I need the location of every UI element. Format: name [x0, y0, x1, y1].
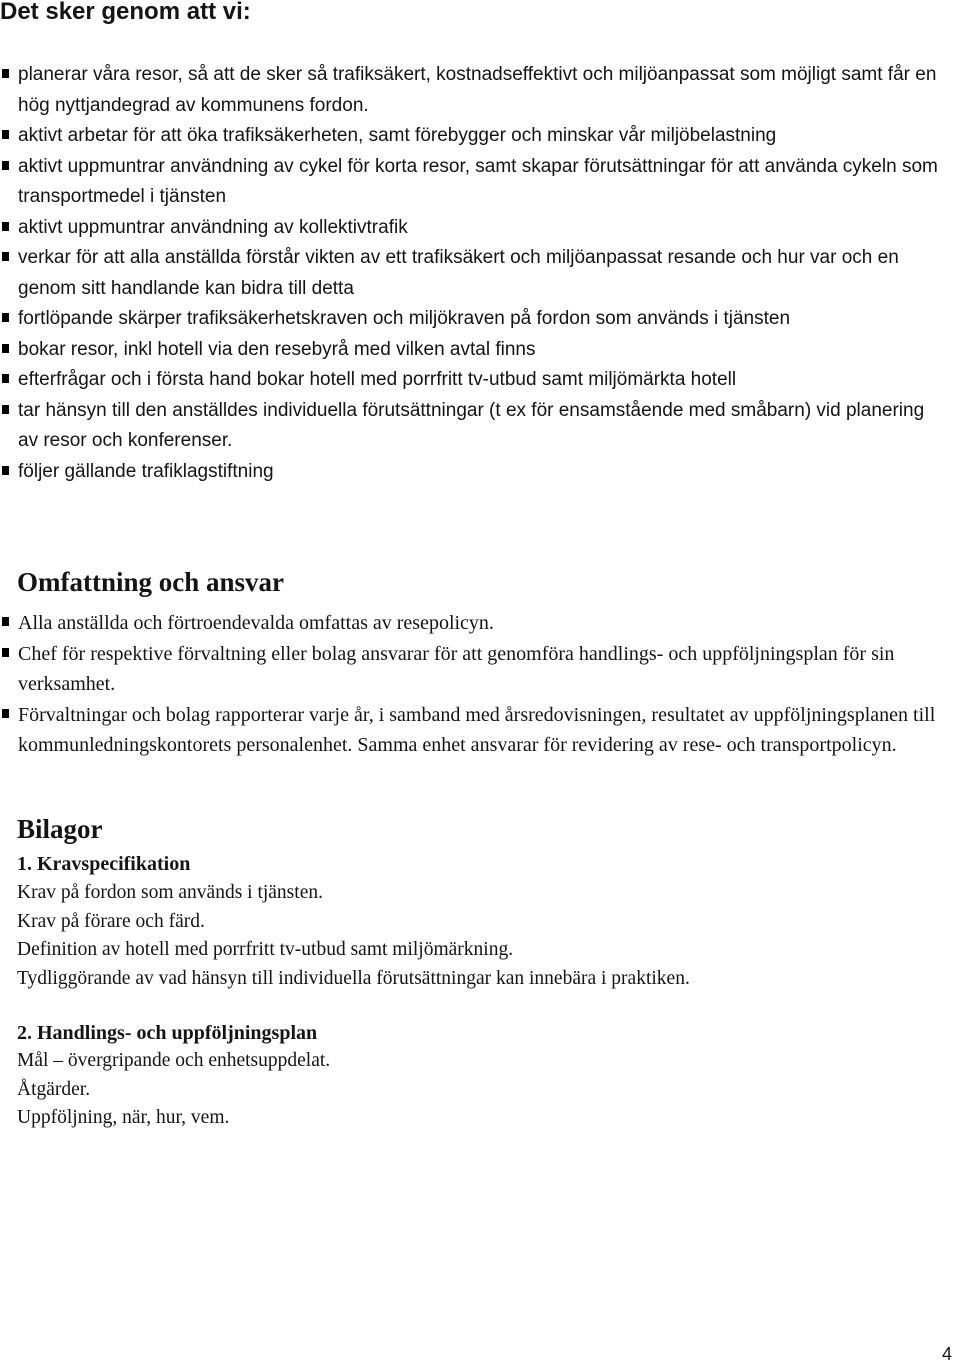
appendix-line: Uppföljning, när, hur, vem.: [17, 1107, 230, 1128]
list-item: [0, 121, 945, 152]
list-item-text: följer gällande trafiklagstiftning: [18, 460, 274, 482]
appendix-line: Tydliggörande av vad hänsyn till individuella förutsättningar kan innebära i praktiken.: [17, 967, 690, 989]
list-item-text: Alla anställda och förtroendevalda omfattas av resepolicyn.: [18, 612, 494, 634]
list-item-text: efterfrågar och i första hand bokar hotell med porrfritt tv-utbud samt miljömärkta hotell: [18, 369, 737, 390]
bullet-square-icon: [2, 405, 9, 414]
list-item-text: planerar våra resor, så att de sker så trafiksäkert, kostnadseffektivt och miljöanpassat som möjligt samt får en hög nyttjandegrad av kommunens fordon.: [18, 64, 937, 116]
list-item-text: aktivt arbetar för att öka trafiksäkerheten, samt förebygger och minskar vår miljöbelastning: [18, 125, 777, 146]
list-item: [0, 152, 945, 213]
list-item: [0, 700, 945, 761]
section-heading-det-sker: Det sker genom att vi:: [0, 0, 251, 25]
bullet-square-icon: [2, 374, 9, 383]
appendix-line: Åtgärder.: [17, 1078, 91, 1100]
list-item: [0, 243, 945, 304]
bullet-square-icon: [2, 466, 9, 475]
list-item: [0, 335, 945, 366]
list-item-text: Förvaltningar och bolag rapporterar varje år, i samband med årsredovisningen, resultatet av uppföljningsplanen till kommunledningskontorets personalenhet. Samma enhet ansvarar för revidering av rese- och transportpolicyn.: [18, 703, 936, 756]
list-item: [0, 608, 945, 639]
list-item-text: Chef för respektive förvaltning eller bolag ansvarar för att genomföra handlings- och uppföljningsplan för sin verksamhet.: [18, 642, 895, 695]
bullet-square-icon: [2, 130, 9, 139]
list-item: [0, 457, 945, 488]
list-item: [0, 60, 945, 121]
list-item-text: bokar resor, inkl hotell via den resebyrå med vilken avtal finns: [18, 338, 536, 360]
list-item-text: fortlöpande skärper trafiksäkerhetskraven och miljökraven på fordon som används i tjänsten: [18, 308, 791, 329]
list-item-text: aktivt uppmuntrar användning av kollektivtrafik: [18, 216, 408, 238]
bullet-square-icon: [2, 313, 9, 322]
appendix-line: Krav på fordon som används i tjänsten.: [17, 882, 323, 903]
bullet-square-icon: [2, 709, 9, 718]
list-item-text: aktivt uppmuntrar användning av cykel för korta resor, samt skapar förutsättningar för att använda cykeln som transportmedel i tjänsten: [18, 155, 938, 207]
list-item: [0, 396, 945, 457]
bullet-square-icon: [2, 222, 9, 231]
appendix-1-title: 1. Kravspecifikation: [17, 853, 191, 875]
bullet-square-icon: [2, 69, 9, 78]
bullet-square-icon: [2, 344, 9, 353]
appendix-2-title: 2. Handlings- och uppföljningsplan: [17, 1022, 318, 1044]
list-item-text: tar hänsyn till den anställdes individuella förutsättningar (t ex för ensamstående med småbarn) vid planering av resor och konferenser.: [18, 399, 925, 451]
appendix-1-lines: [17, 879, 690, 993]
list-item: [0, 213, 945, 244]
list-item: [0, 365, 945, 396]
bullet-square-icon: [2, 252, 9, 261]
section-heading-bilagor: Bilagor: [17, 814, 103, 844]
bullet-square-icon: [2, 617, 9, 626]
appendix-line: Krav på förare och färd.: [17, 910, 205, 932]
bullet-square-icon: [2, 161, 9, 170]
commitments-list: [0, 60, 945, 487]
responsibility-list: [0, 608, 945, 761]
page-number: 4: [941, 1344, 952, 1364]
appendix-line: Definition av hotell med porrfritt tv-utbud samt miljömärkning.: [17, 939, 514, 960]
section-heading-omfattning: Omfattning och ansvar: [17, 567, 285, 597]
bullet-square-icon: [2, 648, 9, 657]
list-item: [0, 639, 945, 700]
appendix-line: Mål – övergripande och enhetsuppdelat.: [17, 1050, 331, 1071]
list-item-text: verkar för att alla anställda förstår vikten av ett trafiksäkert och miljöanpassat resande och hur var och en genom sitt handlande kan bidra till detta: [18, 247, 899, 299]
list-item: [0, 304, 945, 335]
appendix-2-lines: [17, 1047, 330, 1133]
